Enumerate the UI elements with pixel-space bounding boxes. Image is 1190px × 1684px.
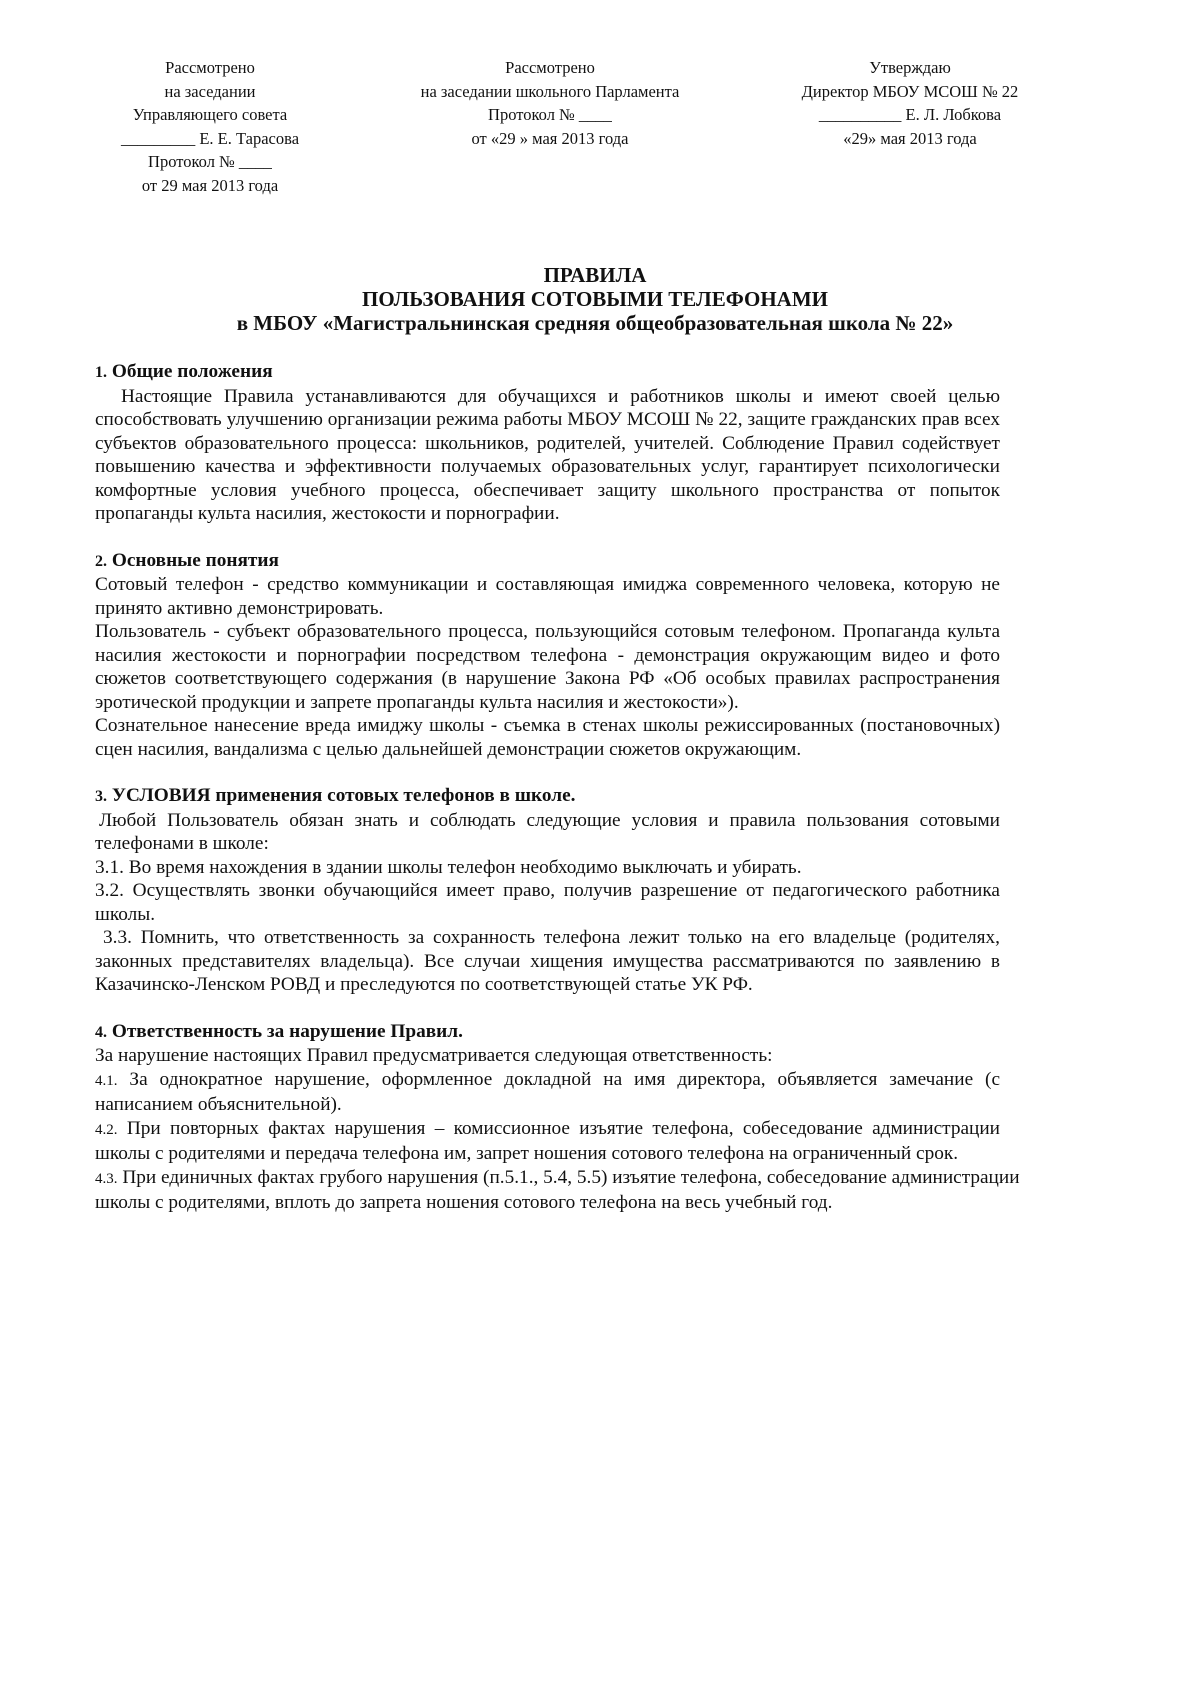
item-text: При единичных фактах грубого нарушения (п.5.1., 5.4, 5.5) изъятие телефона, собеседование администрации школы с родителями, вплоть до запрета ношения сотового телефона на весь учебный год. [95, 1166, 1020, 1213]
document-title [0, 263, 1190, 335]
section-number: 1. [95, 364, 107, 381]
list-item [95, 1068, 1000, 1117]
section-general [95, 360, 1000, 526]
title-line: в МБОУ «Магистральнинская средняя общеобразовательная школа № 22» [236, 311, 954, 335]
approval-line: на заседании школьного Парламента [420, 81, 680, 101]
paragraph: Пользователь - субъект образовательного процесса, пользующийся сотовым телефоном. Пропаганда культа насилия жестокости и порнографии посредством телефона - демонстрация окружающим видео и фото сюжетов соответствующего содержания (в нарушение Закона РФ «Об особых правилах распространения эротической продукции и запрете пропаганды культа насилия и жестокости»). [95, 621, 1000, 713]
paragraph: 3.3. Помнить, что ответственность за сохранность телефона лежит только на его владельце (родителях, законных представителях владельца). Все случаи хищения имущества рассматриваются по заявлению в Казачинско-Ленском РОВД и преследуются по соответствующей статье УК РФ. [95, 927, 1000, 995]
paragraph: Сотовый телефон - средство коммуникации и составляющая имиджа современного человека, которую не принято активно демонстрировать. [95, 574, 1000, 619]
approval-line: _________ Е. Е. Тарасова [120, 128, 300, 148]
paragraph: Любой Пользователь обязан знать и соблюдать следующие условия и правила пользования сотовыми телефонами в школе: [95, 809, 1000, 854]
approval-line: __________ Е. Л. Лобкова [818, 105, 1002, 124]
section-heading [95, 360, 1000, 385]
approval-line: от «29 » мая 2013 года [471, 128, 629, 148]
paragraph: 3.2. Осуществлять звонки обучающийся имеет право, получив разрешение от педагогического работника школы. [95, 880, 1000, 925]
title-line: ПРАВИЛА [543, 263, 647, 287]
approval-line: Протокол № ____ [488, 105, 612, 124]
list-item [95, 1117, 1000, 1166]
item-number: 4.1. [95, 1072, 118, 1089]
approval-line: Рассмотрено [165, 58, 255, 77]
item-text: За однократное нарушение, оформленное докладной на имя директора, объявляется замечание (с написанием объяснительной). [95, 1068, 1001, 1115]
section-title: Ответственность за нарушение Правил. [111, 1020, 463, 1042]
document-body [95, 360, 1020, 1238]
list-item [95, 1166, 1045, 1215]
approval-line: от 29 мая 2013 года [141, 175, 279, 195]
section-title: Общие положения [111, 361, 273, 382]
approval-line: «29» мая 2013 года [843, 128, 977, 148]
title-line: ПОЛЬЗОВАНИЯ СОТОВЫМИ ТЕЛЕФОНАМИ [362, 287, 828, 311]
paragraph: За нарушение настоящих Правил предусматривается следующая ответственность: [95, 1045, 773, 1066]
section-title: УСЛОВИЯ применения сотовых телефонов в школе. [111, 785, 576, 806]
approval-line: Директор МБОУ МСОШ № 22 [801, 81, 1019, 101]
approval-block-parliament [385, 56, 715, 150]
section-number: 3. [95, 788, 107, 805]
approval-line: Рассмотрено [505, 58, 595, 77]
section-responsibility [95, 1020, 1020, 1215]
approval-block-council [100, 56, 320, 197]
section-conditions [95, 784, 1000, 997]
item-number: 4.2. [95, 1121, 118, 1138]
section-heading [95, 1020, 1000, 1045]
item-text: При повторных фактах нарушения – комиссионное изъятие телефона, собеседование администрации школы с родителями и передача телефона им, запрет ношения сотового телефона на ограниченный срок. [95, 1117, 1000, 1164]
section-heading [95, 784, 1000, 809]
approval-line: на заседании [164, 81, 256, 101]
section-heading [95, 549, 1000, 574]
section-title: Основные понятия [111, 549, 279, 571]
paragraph: 3.1. Во время нахождения в здании школы телефон необходимо выключать и убирать. [95, 856, 802, 878]
paragraph: Сознательное нанесение вреда имиджу школы - съемка в стенах школы режиссированных (постановочных) сцен насилия, вандализма с целью дальнейшей демонстрации сюжетов окружающим. [95, 715, 1000, 760]
approval-line: Утверждаю [869, 58, 951, 77]
section-number: 2. [95, 552, 107, 570]
section-definitions [95, 549, 1000, 762]
approval-block-director [775, 56, 1045, 150]
approval-line: Протокол № ____ [148, 152, 272, 171]
section-number: 4. [95, 1023, 107, 1041]
item-number: 4.3. [95, 1170, 118, 1187]
paragraph: Настоящие Правила устанавливаются для обучащихся и работников школы и имеют своей целью способствовать улучшению организации режима работы МБОУ МСОШ № 22, защите гражданских прав всех субъектов образовательного процесса: школьников, родителей, учителей. Соблюдение Правил содействует повышению качества и эффективности получаемых образовательных услуг, гарантирует психологически комфортные условия учебного процесса, обеспечивает защиту школьного пространства от попыток пропаганды культа насилия, жестокости и порнографии. [95, 385, 1000, 524]
approval-line: Управляющего совета [132, 105, 288, 124]
